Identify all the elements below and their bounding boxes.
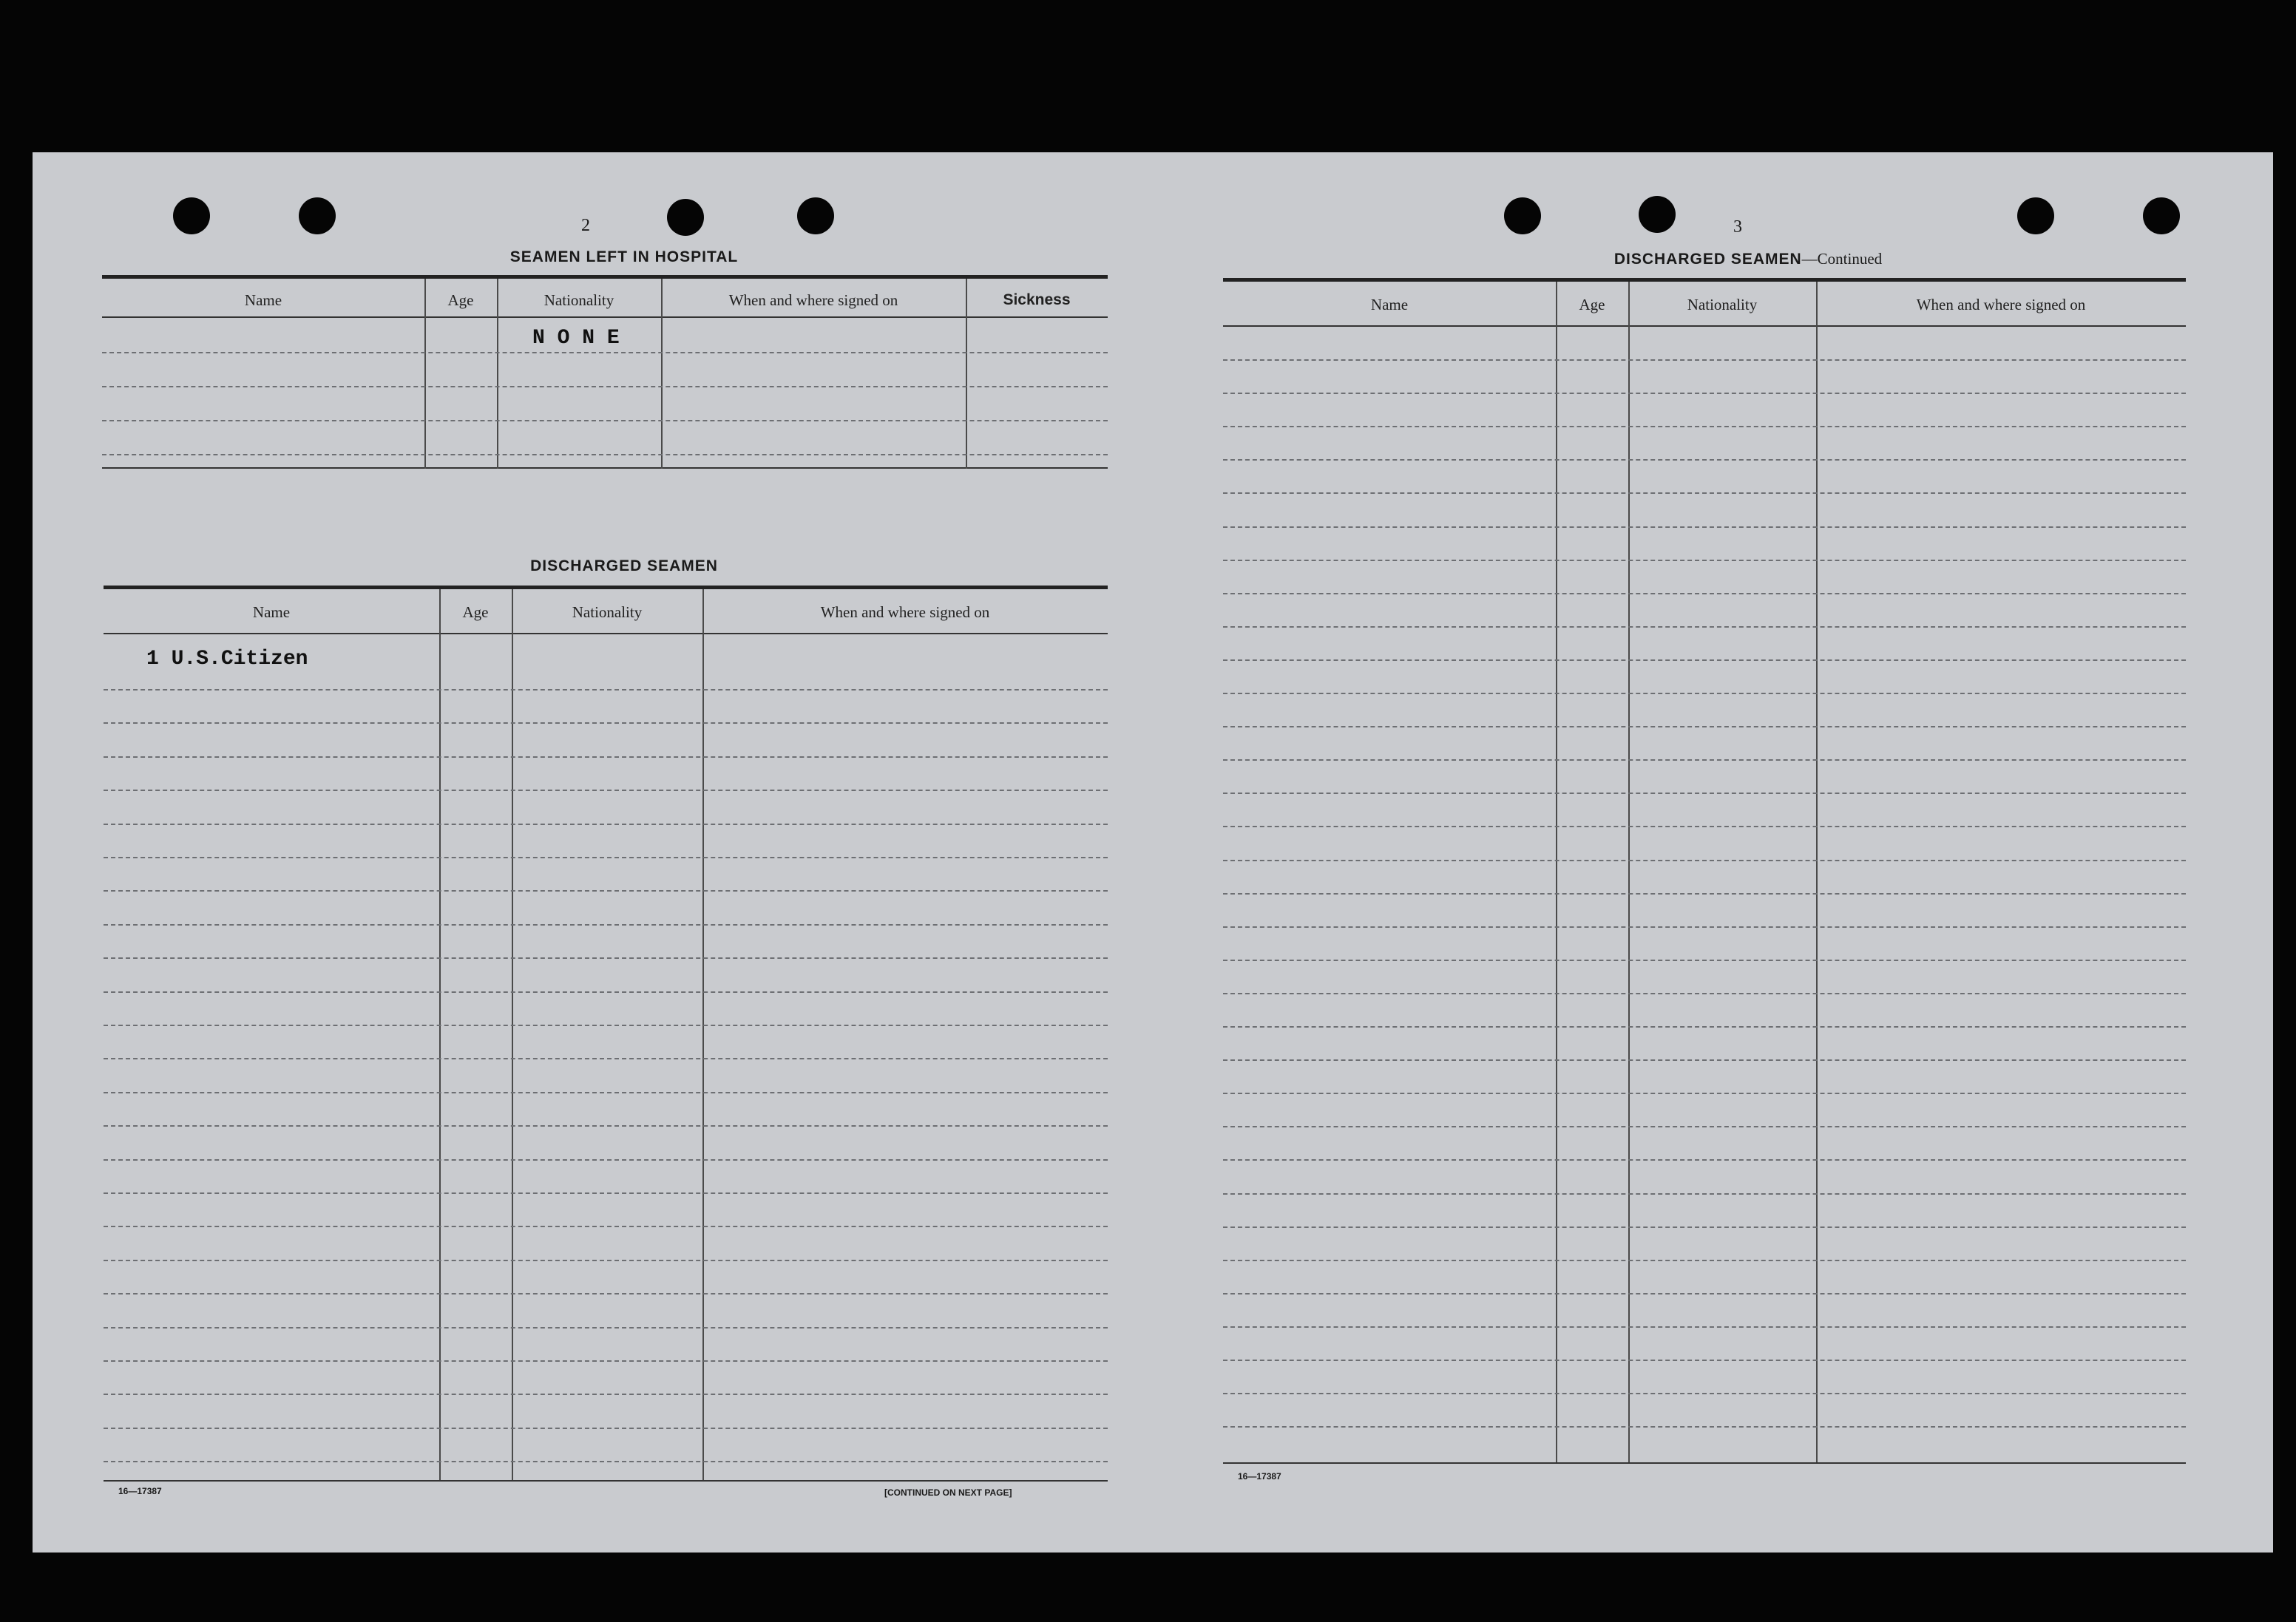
table-header-rule	[104, 633, 1108, 634]
page-right	[1157, 152, 2273, 1553]
table-row	[104, 1159, 1108, 1161]
table-header-rule	[1223, 325, 2186, 327]
table-row	[1223, 1193, 2186, 1195]
table-row	[104, 1428, 1108, 1429]
table-row	[1223, 459, 2186, 461]
table-header-rule	[102, 316, 1108, 318]
punch-hole	[1639, 196, 1676, 233]
table-row	[1223, 626, 2186, 628]
table-top-rule	[1223, 278, 2186, 282]
table-row	[1223, 893, 2186, 895]
table-row	[104, 1461, 1108, 1462]
discharged-continued-table	[1223, 278, 2186, 1622]
table-top-rule	[102, 275, 1108, 279]
table-row	[1223, 1126, 2186, 1127]
punch-hole	[299, 197, 336, 234]
table-row	[1223, 426, 2186, 427]
table-row	[102, 420, 1108, 421]
table-row	[104, 1394, 1108, 1395]
page-number: 3	[1733, 217, 1742, 237]
table-row	[1223, 726, 2186, 727]
column-header-signed-on: When and where signed on	[1916, 296, 2086, 313]
page-left	[33, 152, 1157, 1553]
manifest-sheet	[33, 152, 2273, 1553]
column-header-nationality: Nationality	[1687, 296, 1758, 313]
table-row	[1223, 759, 2186, 761]
table-row	[1223, 826, 2186, 827]
table-row	[102, 454, 1108, 455]
punch-hole	[667, 199, 704, 236]
table-row	[104, 1293, 1108, 1294]
table-row	[1223, 492, 2186, 494]
column-header-name: Name	[244, 291, 282, 309]
table-row	[104, 1327, 1108, 1329]
table-row	[104, 1226, 1108, 1227]
table-row	[1223, 593, 2186, 594]
table-row	[104, 689, 1108, 690]
column-header-age: Age	[462, 603, 489, 621]
table-row	[1223, 1260, 2186, 1261]
table-bottom-rule	[1223, 1462, 2186, 1464]
table-row	[1223, 1159, 2186, 1161]
table-row	[104, 756, 1108, 758]
table-row	[1223, 793, 2186, 794]
table-row	[104, 1360, 1108, 1362]
table-row	[104, 957, 1108, 959]
table-row	[1223, 860, 2186, 861]
table-row	[1223, 1026, 2186, 1028]
table-row	[1223, 1426, 2186, 1428]
table-row	[102, 386, 1108, 387]
table-row	[104, 991, 1108, 993]
table-bottom-rule	[102, 467, 1108, 469]
table-row	[104, 722, 1108, 724]
column-header-signed-on: When and where signed on	[728, 291, 898, 309]
table-row	[1223, 1360, 2186, 1361]
column-header-name: Name	[1370, 296, 1409, 313]
table-row	[104, 1125, 1108, 1127]
table-top-rule	[104, 586, 1108, 589]
table-row	[104, 1058, 1108, 1059]
discharged-table	[104, 586, 1108, 1487]
column-header-nationality: Nationality	[572, 603, 643, 621]
table-row	[102, 352, 1108, 353]
hospital-entry: N O N E	[532, 327, 620, 350]
table-bottom-rule	[104, 1480, 1108, 1482]
table-row	[104, 1025, 1108, 1026]
table-row	[104, 857, 1108, 858]
column-header-age: Age	[1579, 296, 1605, 313]
table-row	[104, 890, 1108, 892]
form-number: 16—17387	[1238, 1471, 1281, 1482]
table-row	[104, 824, 1108, 825]
column-header-name: Name	[252, 603, 291, 621]
table-row	[1223, 1059, 2186, 1061]
punch-hole	[2017, 197, 2054, 234]
punch-hole	[797, 197, 834, 234]
continued-note: [CONTINUED ON NEXT PAGE]	[884, 1487, 1012, 1498]
column-header-sickness: Sickness	[1003, 291, 1071, 308]
table-row	[1223, 1393, 2186, 1394]
table-row	[1223, 359, 2186, 361]
table-row	[104, 1092, 1108, 1093]
column-header-signed-on: When and where signed on	[820, 603, 990, 621]
table-row	[1223, 1326, 2186, 1328]
table-row	[1223, 393, 2186, 394]
table-row	[1223, 1293, 2186, 1294]
table-row	[1223, 560, 2186, 561]
table-row	[1223, 659, 2186, 661]
table-row	[104, 790, 1108, 791]
page-number: 2	[581, 216, 590, 235]
table-row	[104, 924, 1108, 926]
table-row	[1223, 1226, 2186, 1228]
table-row	[1223, 960, 2186, 961]
table-row	[1223, 1093, 2186, 1094]
table-row	[1223, 926, 2186, 928]
table-row	[1223, 993, 2186, 994]
punch-hole	[173, 197, 210, 234]
discharged-continued-title: DISCHARGED SEAMEN—Continued	[1613, 250, 1883, 268]
hospital-section-title: SEAMEN LEFT IN HOSPITAL	[509, 248, 739, 265]
discharged-entry: 1 U.S.Citizen	[146, 648, 308, 671]
punch-hole	[1504, 197, 1541, 234]
column-header-nationality: Nationality	[543, 291, 614, 309]
discharged-section-title: DISCHARGED SEAMEN	[530, 557, 718, 574]
column-header-age: Age	[447, 291, 474, 309]
table-row	[104, 1192, 1108, 1194]
punch-hole	[2143, 197, 2180, 234]
form-number: 16—17387	[118, 1486, 162, 1496]
table-row	[104, 1260, 1108, 1261]
table-row	[1223, 693, 2186, 694]
table-row	[1223, 526, 2186, 528]
